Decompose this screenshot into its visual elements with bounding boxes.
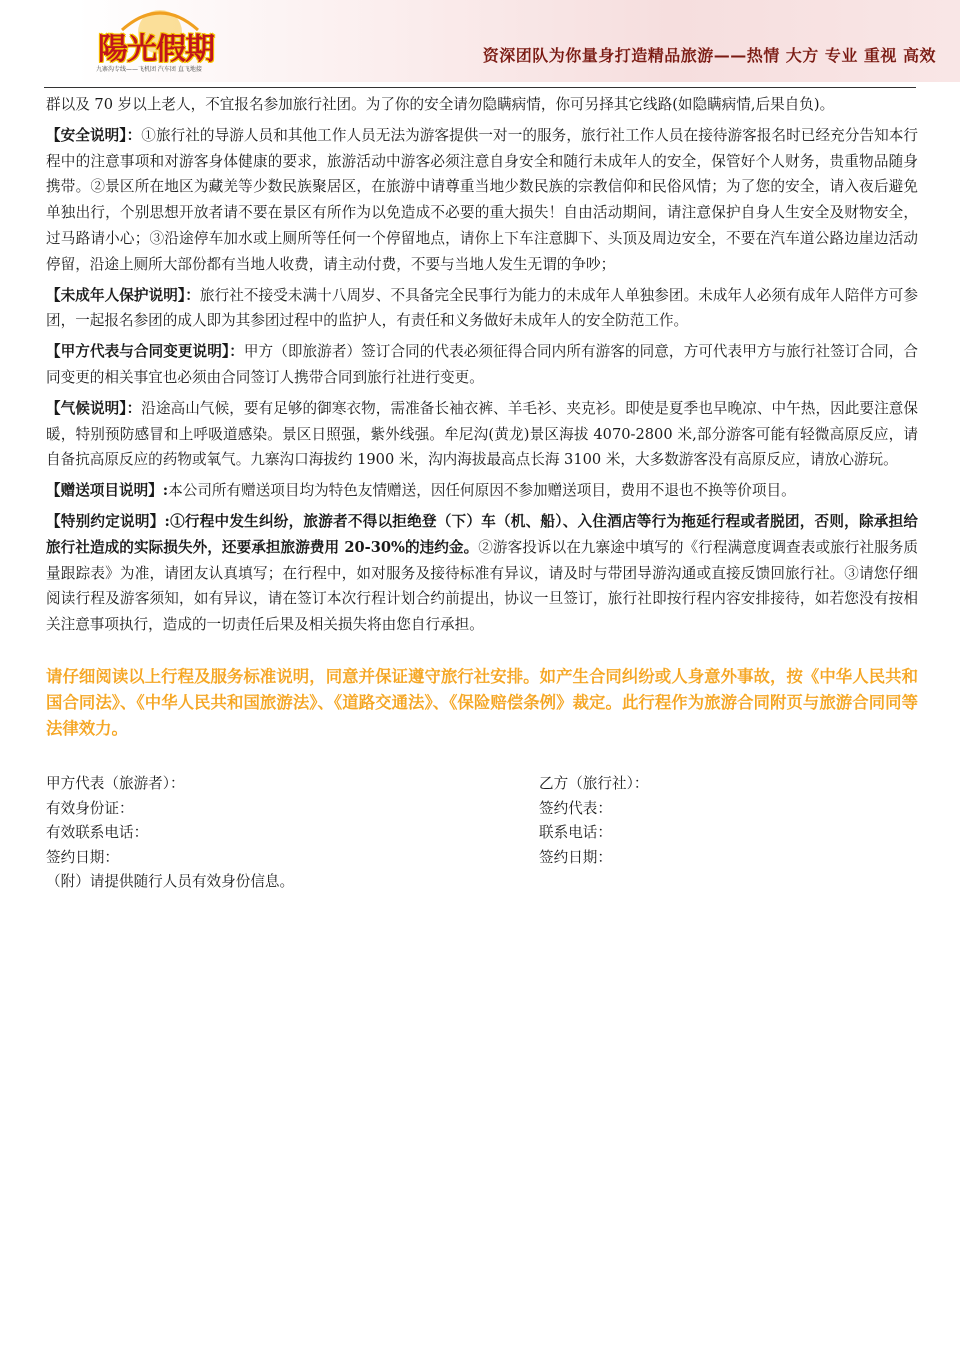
party-b-column: [539, 772, 648, 870]
section-label-minor: 【未成年人保护说明】：: [46, 286, 200, 304]
paragraph-gifts: [46, 478, 918, 504]
paragraph-text: 甲方（即旅游者）签订合同的代表必须征得合同内所有游客的同意，方可代表甲方与旅行社签订合同，合同变更的相关事宜也必须由合同签订人携带合同到旅行社进行变更。: [46, 343, 918, 386]
section-label-climate: 【气候说明】：: [46, 399, 142, 417]
document-body: [46, 92, 918, 902]
party-a-date: 签约日期：: [46, 848, 119, 866]
paragraph-text: ②游客投诉以在九寨途中填写的《行程满意度调查表或旅行社服务质量跟踪表》为准，请团友认真填写；在行程中，如对服务及接待标准有异议，请及时与带团导游沟通或直接反馈回旅行社。③请您仔细阅读行程及游客须知，如有异议，请在签订本次行程计划合约前提出，协议一旦签订，旅行社即按行程内容安排接待，如若您没有按相关注意事项执行，造成的一切责任后果及相关损失将由您自行承担。: [46, 538, 918, 634]
party-b-date: 签约日期：: [539, 848, 612, 866]
paragraph-bold-text: ①行程中发生纠纷，旅游者不得以拒绝登（下）车（机、船）、入住酒店等行为拖延行程或者脱团，否则，除承担给旅行社造成的实际损失外，还要承担旅游费用 20-30%的违约金。: [46, 512, 918, 556]
paragraph-text: 本公司所有赠送项目均为特色友情赠送，因任何原因不参加赠送项目，费用不退也不换等价项目。: [168, 482, 796, 500]
paragraph-safety: [46, 123, 918, 278]
paragraph-special-terms: [46, 509, 918, 638]
legal-notice: 请仔细阅读以上行程及服务标准说明，同意并保证遵守旅行社安排。如产生合同纠纷或人身意外事故，按《中华人民共和国合同法》、《中华人民共和国旅游法》、《道路交通法》、《保险赔偿条例》裁定。此行程作为旅游合同附页与旅游合同同等法律效力。: [46, 666, 918, 738]
logo-subtitle: 九寨沟专线——飞机团 汽车团 直飞地接: [96, 66, 202, 73]
party-a-phone: 有效联系电话：: [46, 824, 149, 842]
section-label-contract: 【甲方代表与合同变更说明】：: [46, 343, 244, 361]
section-label-safety: 【安全说明】：: [46, 126, 142, 144]
party-a-id: 有效身份证：: [46, 799, 134, 817]
party-b-phone: 联系电话：: [539, 824, 612, 842]
logo-text: 陽光假期: [98, 32, 214, 67]
party-b-representative: 签约代表：: [539, 799, 612, 817]
paragraph-climate: [46, 396, 918, 473]
header-divider: [44, 87, 916, 88]
party-a-representative: 甲方代表（旅游者）：: [46, 774, 185, 792]
paragraph-minor-protection: [46, 283, 918, 335]
companion-id-note: （附）请提供随行人员有效身份信息。: [46, 873, 295, 891]
party-b-agency: 乙方（旅行社）：: [539, 774, 649, 792]
section-label-special: 【特别约定说明】:: [46, 512, 170, 530]
paragraph-text: 群以及 70 岁以上老人，不宜报名参加旅行社团。为了你的安全请勿隐瞒病情，你可另择其它线路(如隐瞒病情,后果自负)。: [46, 96, 835, 113]
section-label-gifts: 【赠送项目说明】:: [46, 482, 169, 500]
paragraph-text: ①旅行社的导游人员和其他工作人员无法为游客提供一对一的服务，旅行社工作人员在接待游客报名时已经充分告知本行程中的注意事项和对游客身体健康的要求，旅游活动中游客必须注意自身安全和随行未成年人的安全，保管好个人财务，贵重物品随身携带。②景区所在地区为藏羌等少数民族聚居区，在旅游中请尊重当地少数民族的宗教信仰和民俗风情；为了您的安全，请入夜后避免单独出行，个别思想开放者请不要在景区有所作为以免造成不必要的重大损失！自由活动期间，请注意保护自身人生安全及财物安全，过马路请小心；③沿途停车加水或上厕所等任何一个停留地点，请你上下车注意脚下、头顶及周边安全，不要在汽车道公路边崖边活动停留，沿途上厕所大部份都有当地人收费，请主动付费，不要与当地人发生无谓的争吵；: [46, 126, 918, 273]
paragraph-health: [46, 92, 918, 118]
header-slogan: 资深团队为你量身打造精品旅游——热情 大方 专业 重视 高效: [482, 46, 936, 65]
paragraph-text: 旅行社不接受未满十八周岁、不具备完全民事行为能力的未成年人单独参团。未成年人必须有成年人陪伴方可参团，一起报名参团的成人即为其参团过程中的监护人，有责任和义务做好未成年人的安全防范工作。: [46, 286, 918, 330]
paragraph-text: 沿途高山气候，要有足够的御寒衣物，需准备长袖衣裤、羊毛衫、夹克衫。即使是夏季也早晚凉、中午热，因此要注意保暖，特别预防感冒和上呼吸道感染。景区日照强，紫外线强。牟尼沟(黄龙)景区海拔 4070-2800 米,部分游客可能有轻微高原反应，请自备抗高原反应的药物或氧气。九寨沟口海拔约 1900 米，沟内海拔最高点长海 3100 米，大多数游客没有高原反应，请放心游玩。: [46, 399, 918, 469]
party-a-column: [46, 772, 294, 895]
paragraph-contract-change: [46, 339, 918, 391]
company-logo: [92, 2, 222, 76]
signature-block: [46, 772, 918, 902]
